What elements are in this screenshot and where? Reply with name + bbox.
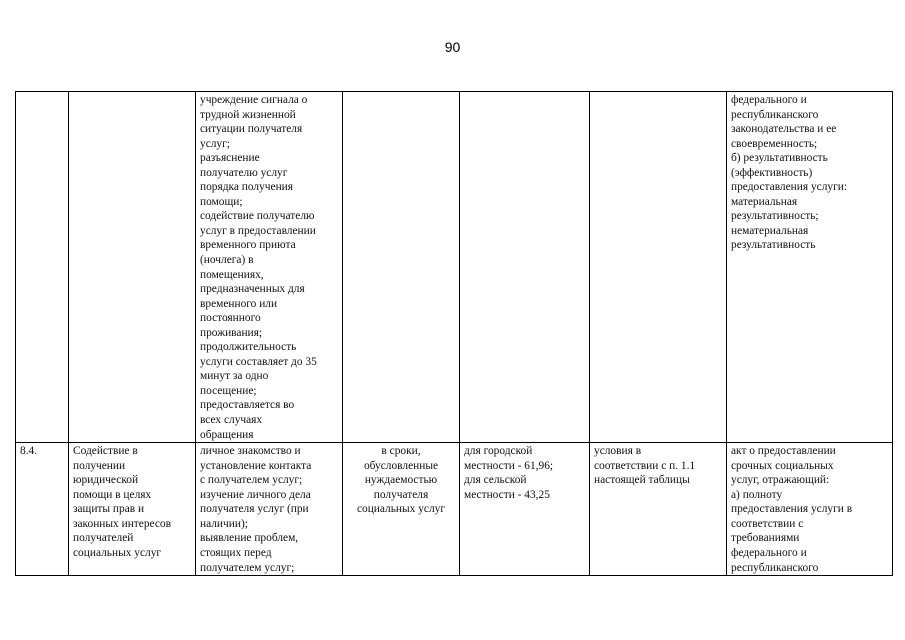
services-table — [15, 91, 893, 576]
cell-number: 8.4. — [16, 443, 69, 576]
cell-service-description: личное знакомство и установление контакта с получателем услуг; изучение личного дела получателя услуг (при наличии); выявление проблем, стоящих перед получателем услуг; — [196, 443, 343, 576]
cell-quality-indicators: федерального и республиканского законодательства и ее своевременность; б) результативность (эффективность) предоставления услуги: материальная результативность; нематериальная результативность — [727, 92, 893, 443]
cell-conditions: условия в соответствии с п. 1.1 настоящей таблицы — [590, 443, 727, 576]
table-row — [16, 92, 893, 443]
cell-service-name — [69, 92, 196, 443]
cell-quality-indicators: акт о предоставлении срочных социальных услуг, отражающий: а) полноту предоставления услуги в соответствии с требованиями федерального и республиканского — [727, 443, 893, 576]
cell-terms: в сроки, обусловленные нуждаемостью получателя социальных услуг — [343, 443, 460, 576]
cell-service-name: Содействие в получении юридической помощи в целях защиты прав и законных интересов получателей социальных услуг — [69, 443, 196, 576]
cell-service-description: учреждение сигнала о трудной жизненной ситуации получателя услуг; разъяснение получателю услуг порядка получения помощи; содействие получателю услуг в предоставлении временного приюта (ночлега) в помещениях, предназначенных для временного или постоянного проживания; продолжительность услуги составляет до 35 минут за одно посещение; предоставляется во всех случаях обращения — [196, 92, 343, 443]
table-row — [16, 443, 893, 576]
cell-number — [16, 92, 69, 443]
cell-conditions — [590, 92, 727, 443]
page-number: 90 — [444, 39, 461, 55]
cell-tariff — [460, 92, 590, 443]
cell-tariff: для городской местности - 61,96; для сельской местности - 43,25 — [460, 443, 590, 576]
cell-terms — [343, 92, 460, 443]
